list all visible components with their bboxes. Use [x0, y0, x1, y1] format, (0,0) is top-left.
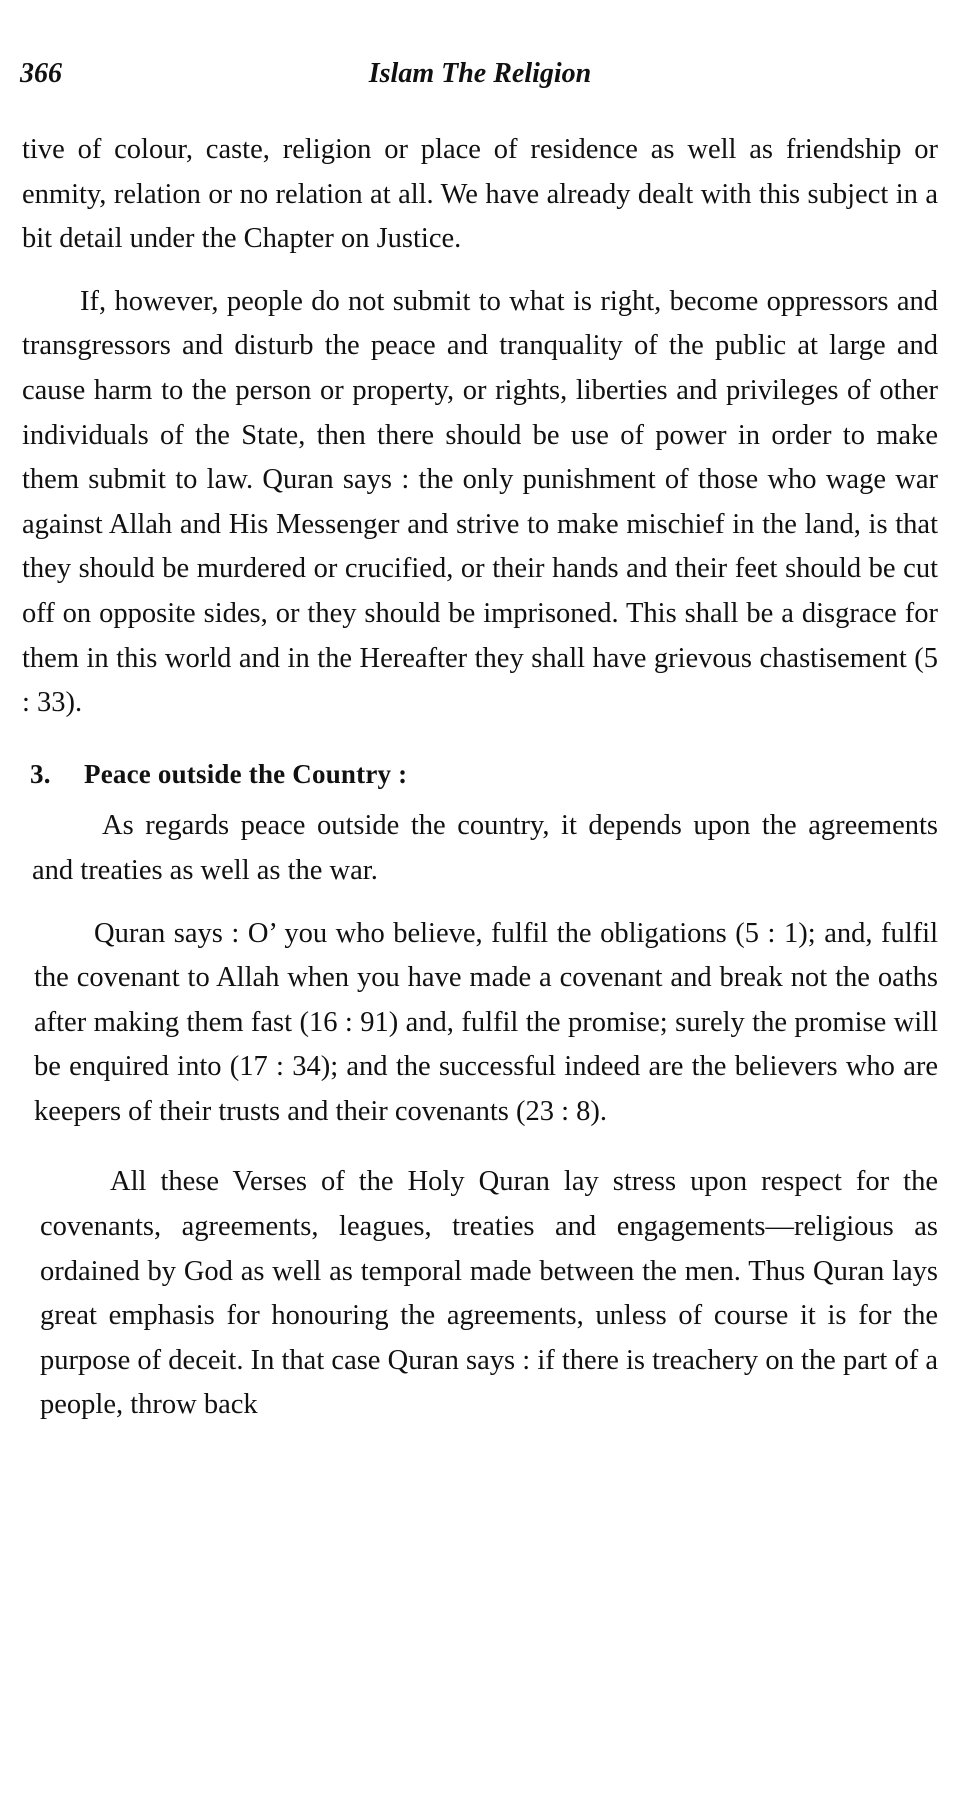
page-header	[20, 58, 940, 98]
paragraph-covenants: All these Verses of the Holy Quran lay stress upon respect for the covenants, agreements, leagues, treaties and engagements—religious as ordained by God as well as temporal made between the men. Thus Quran lays great emphasis for honouring the agreements, unless of course it is for the purpose of deceit. In that case Quran says : if there is treachery on the part of a people, throw back	[40, 1166, 938, 1421]
paragraph-obligations: Quran says : O’ you who believe, fulfil the obligations (5 : 1); and, fulfil the covenant to Allah when you have made a covenant and break not the oaths after making them fast (16 : 91) and, fulfil the promise; surely the promise will be enquired into (17 : 34); and the successful indeed are the believers who are keepers of their trusts and their covenants (23 : 8).	[34, 917, 938, 1127]
running-title: Islam The Religion	[368, 58, 592, 89]
body-text	[22, 128, 938, 1428]
section-heading	[30, 752, 938, 797]
section-title: Peace outside the Country :	[84, 758, 408, 789]
page-number: 366	[20, 58, 62, 89]
paragraph-continuation: tive of colour, caste, religion or place of residence as well as friendship or enmity, relation or no relation at all. We have already dealt with this subject in a bit detail under the Chapter on Justice.	[22, 134, 938, 255]
paragraph-peace-outside: As regards peace outside the country, it depends upon the agreements and treaties as well as the war.	[32, 810, 938, 886]
section-number: 3.	[30, 758, 51, 789]
paragraph-use-of-power: If, however, people do not submit to what is right, become oppressors and transgressors and disturb the peace and tranquality of the public at large and cause harm to the person or property, or rights, liberties and privileges of other individuals of the State, then there should be use of power in order to make them submit to law. Quran says : the only punishment of those who wage war against Allah and His Messenger and strive to make mischief in the land, is that they should be murdered or crucified, or their hands and their feet should be cut off on opposite sides, or they should be imprisoned. This shall be a disgrace for them in this world and in the Hereafter they shall have grievous chastisement (5 : 33).	[22, 285, 938, 719]
